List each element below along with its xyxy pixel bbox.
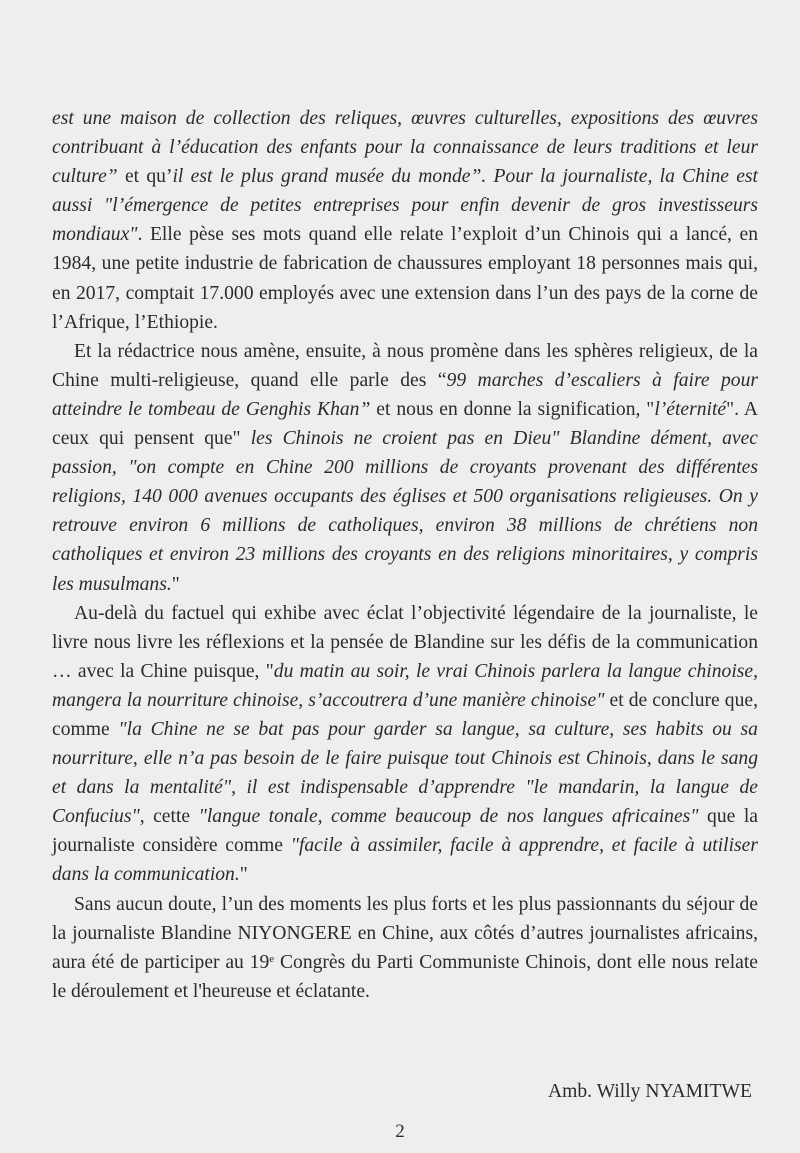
italic-run: l’éternité (654, 398, 727, 420)
text-run: " (239, 864, 248, 886)
italic-run: "langue tonale, comme beaucoup de nos langues africaines" (198, 806, 699, 828)
text-run: . Elle pèse ses mots quand elle relate l’exploit d’un Chinois qui a lancé, en 1984, une petite industrie de fabrication de chaussures employant 18 personnes mais qui, en 2017, comptait 17.000 employés avec une extension dans l’un des pays de la corne de l’Afrique, l’Ethiopie. (52, 224, 758, 333)
text-run: , cette (139, 806, 199, 828)
italic-run: 99 marches d’escaliers à faire pour atteindre le tombeau de Genghis Khan” (52, 369, 759, 420)
text-run: que la journaliste considère comme (52, 806, 758, 857)
italic-run: "la Chine ne se bat pas pour garder sa langue, sa culture, ses habits ou sa nourriture, elle n’a pas besoin de le faire puisque tout Chinois est Chinois, dans le sang et dans la mentalité", il est indispensable d’apprendre "le mandarin, la langue de Confucius" (52, 718, 758, 828)
text-run: Sans aucun doute, l’un des moments les plus forts et les plus passionnants du séjour de la journaliste Blandine NIYONGERE en Chine, aux côtés d’autres journalistes africains, aura été de participer au 19 (52, 893, 758, 973)
page-number: 2 (395, 1121, 405, 1142)
italic-run: est une maison de collection des reliques, œuvres culturelles, expositions des œuvres contribuant à l’éducation des enfants pour la connaissance de leurs traditions et leur culture” (52, 108, 758, 188)
italic-run: "facile à assimiler, facile à apprendre, et facile à utiliser dans la communication. (52, 835, 758, 886)
body-text (52, 104, 758, 1006)
superscript-run: e (269, 952, 275, 965)
italic-run: du matin au soir, le vrai Chinois parlera la langue chinoise, mangera la nourriture chinoise, s’accoutrera d’une manière chinoise" (52, 660, 758, 711)
text-run: Congrès du Parti Communiste Chinois, dont elle nous relate le déroulement et l'heureuse et éclatante. (52, 951, 758, 1002)
paragraph-2 (52, 337, 758, 599)
signature: Amb. Willy NYAMITWE (547, 1081, 752, 1102)
text-run: Et la rédactrice nous amène, ensuite, à nous promène dans les sphères religieux, de la Chine multi-religieuse, quand elle parle des “ (52, 340, 758, 391)
paragraph-3 (52, 599, 758, 890)
italic-run: les Chinois ne croient pas en Dieu" Blandine dément, avec passion, "on compte en Chine 200 millions de croyants provenant des différentes religions, 140 000 avenues occupants des églises et 500 organisations religieuses. On y retrouve environ 6 millions de catholiques, environ 38 millions de chrétiens non catholiques et environ 23 millions des croyants en des religions minoritaires, y compris les musulmans. (52, 428, 758, 595)
text-run: et de conclure que, comme (52, 689, 758, 740)
text-run: et nous en donne la signification, " (370, 398, 655, 420)
italic-run: il est le plus grand musée du monde”. Pour la journaliste, la Chine est aussi "l’émergence de petites entreprises pour enfin devenir de gros investisseurs mondiaux" (52, 166, 758, 246)
text-run: " (171, 573, 180, 595)
text-run: et qu’ (117, 166, 173, 188)
paragraph-1 (52, 104, 758, 337)
paragraph-4 (52, 890, 758, 1006)
text-run: ". A ceux qui pensent que" (52, 398, 759, 450)
text-run: Au-delà du factuel qui exhibe avec éclat l’objectivité légendaire de la journaliste, le livre nous livre les réflexions et la pensée de Blandine sur les défis de la communication … avec la Chine puisque, " (52, 602, 758, 682)
